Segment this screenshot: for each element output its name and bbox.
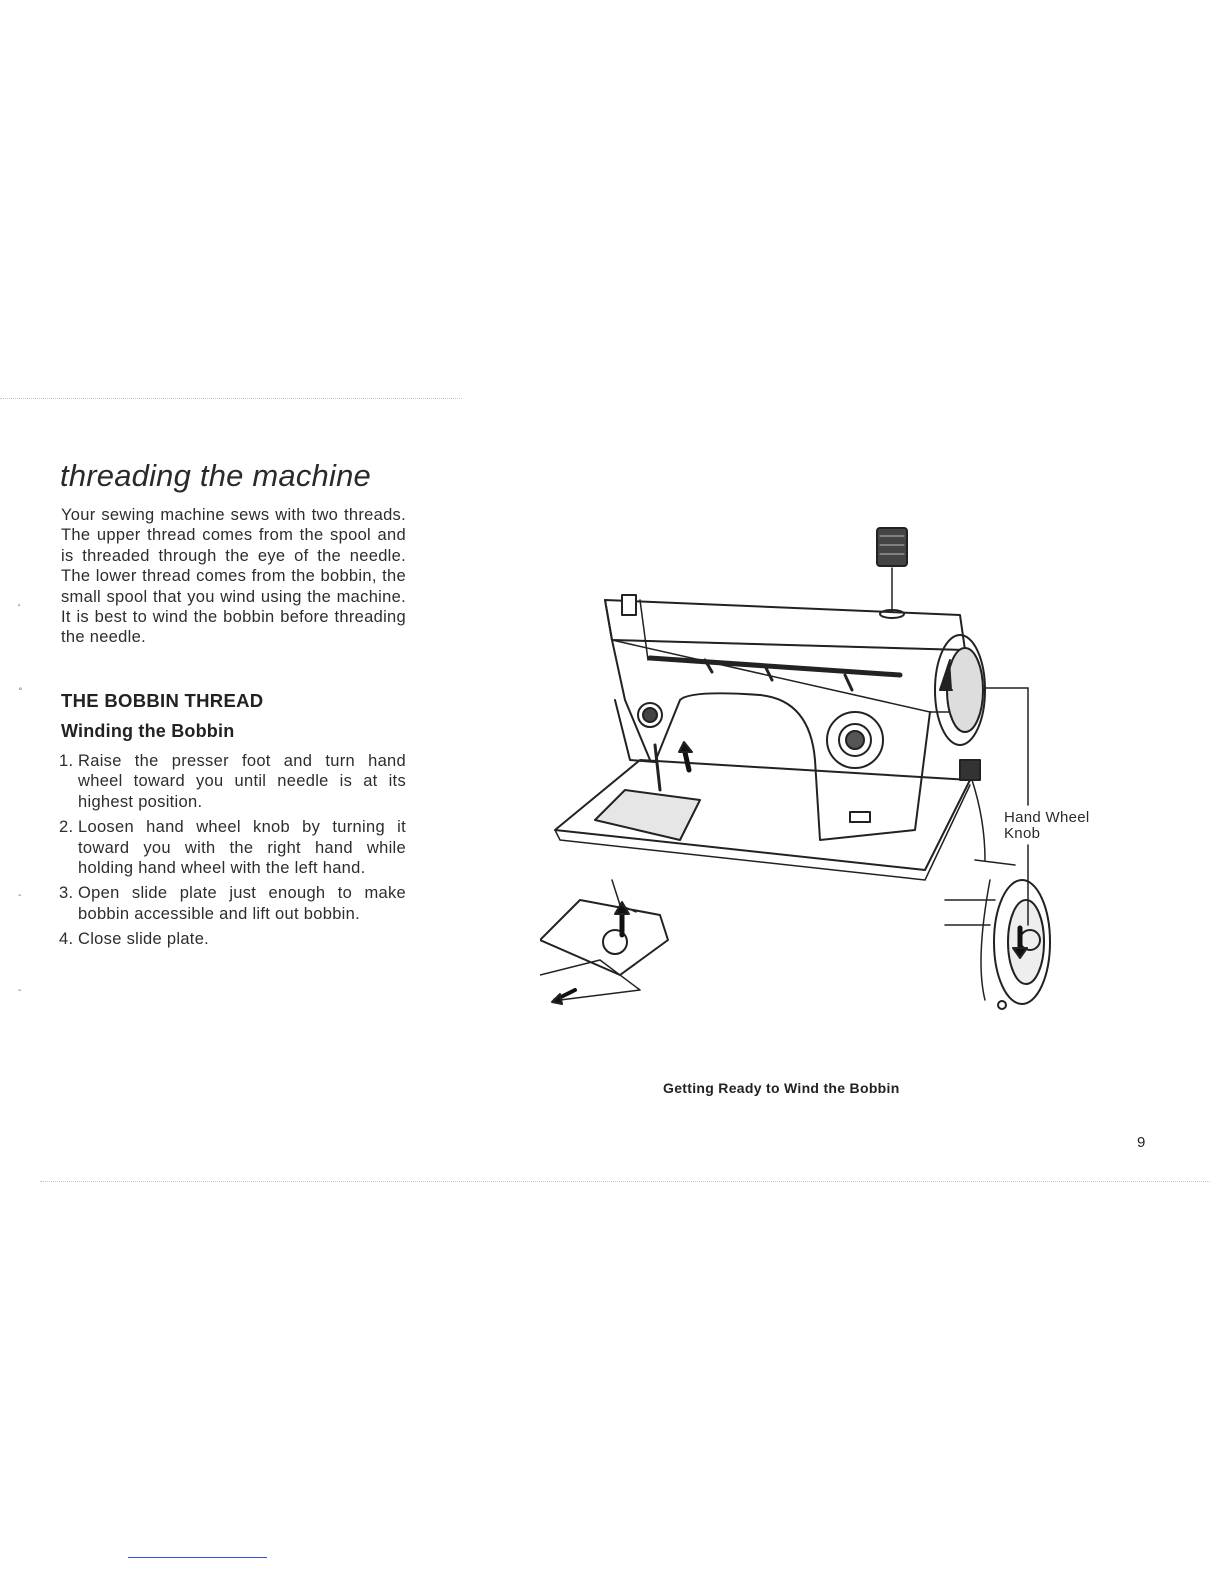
figure-caption: Getting Ready to Wind the Bobbin xyxy=(663,1080,900,1096)
step-item xyxy=(59,751,406,812)
step-number: 3. xyxy=(59,884,74,903)
step-text: Open slide plate just enough to make bobbin accessible and lift out bobbin. xyxy=(78,884,406,923)
margin-mark: - xyxy=(18,985,22,996)
step-item xyxy=(59,883,406,924)
bottom-scan-rule xyxy=(40,1181,1210,1182)
callout-line: Knob xyxy=(1004,825,1041,842)
intro-paragraph: Your sewing machine sews with two threads. The upper thread comes from the spool and is threaded through the eye of the needle. The lower thread comes from the bobbin, the small spool that you wind using the machine. It is best to wind the bobbin before threading the needle. xyxy=(61,506,406,647)
step-item xyxy=(59,929,406,949)
machine-bed xyxy=(555,742,985,880)
subsection-heading: Winding the Bobbin xyxy=(61,721,235,741)
margin-mark: - xyxy=(18,890,22,901)
thread-spool-icon xyxy=(877,528,907,618)
slide-plate-detail xyxy=(540,880,668,1004)
hand-wheel-knob-callout xyxy=(1004,810,1090,842)
step-text: Loosen hand wheel knob by turning it toward you with the right hand while holding hand wheel with the left hand. xyxy=(78,818,406,878)
step-text: Raise the presser foot and turn hand wheel toward you until needle is at its highest position. xyxy=(78,752,406,811)
hand-wheel-knob-detail xyxy=(945,845,1050,1009)
callout-line: Hand Wheel xyxy=(1004,809,1090,826)
step-number: 2. xyxy=(59,818,74,837)
top-scan-rule xyxy=(0,398,462,399)
sewing-machine-illustration xyxy=(540,515,1130,1035)
page-number: 9 xyxy=(1137,1134,1146,1151)
step-number: 4. xyxy=(59,930,74,949)
margin-mark: ˚ xyxy=(19,688,23,699)
step-item xyxy=(59,817,406,878)
footer-link-underline[interactable] xyxy=(128,1557,267,1558)
step-number: 1. xyxy=(59,752,74,770)
section-heading: THE BOBBIN THREAD xyxy=(61,690,264,711)
step-text: Close slide plate. xyxy=(78,930,210,949)
steps-list xyxy=(59,751,406,955)
page-title: threading the machine xyxy=(60,458,371,493)
margin-mark: ˛ xyxy=(18,596,22,607)
